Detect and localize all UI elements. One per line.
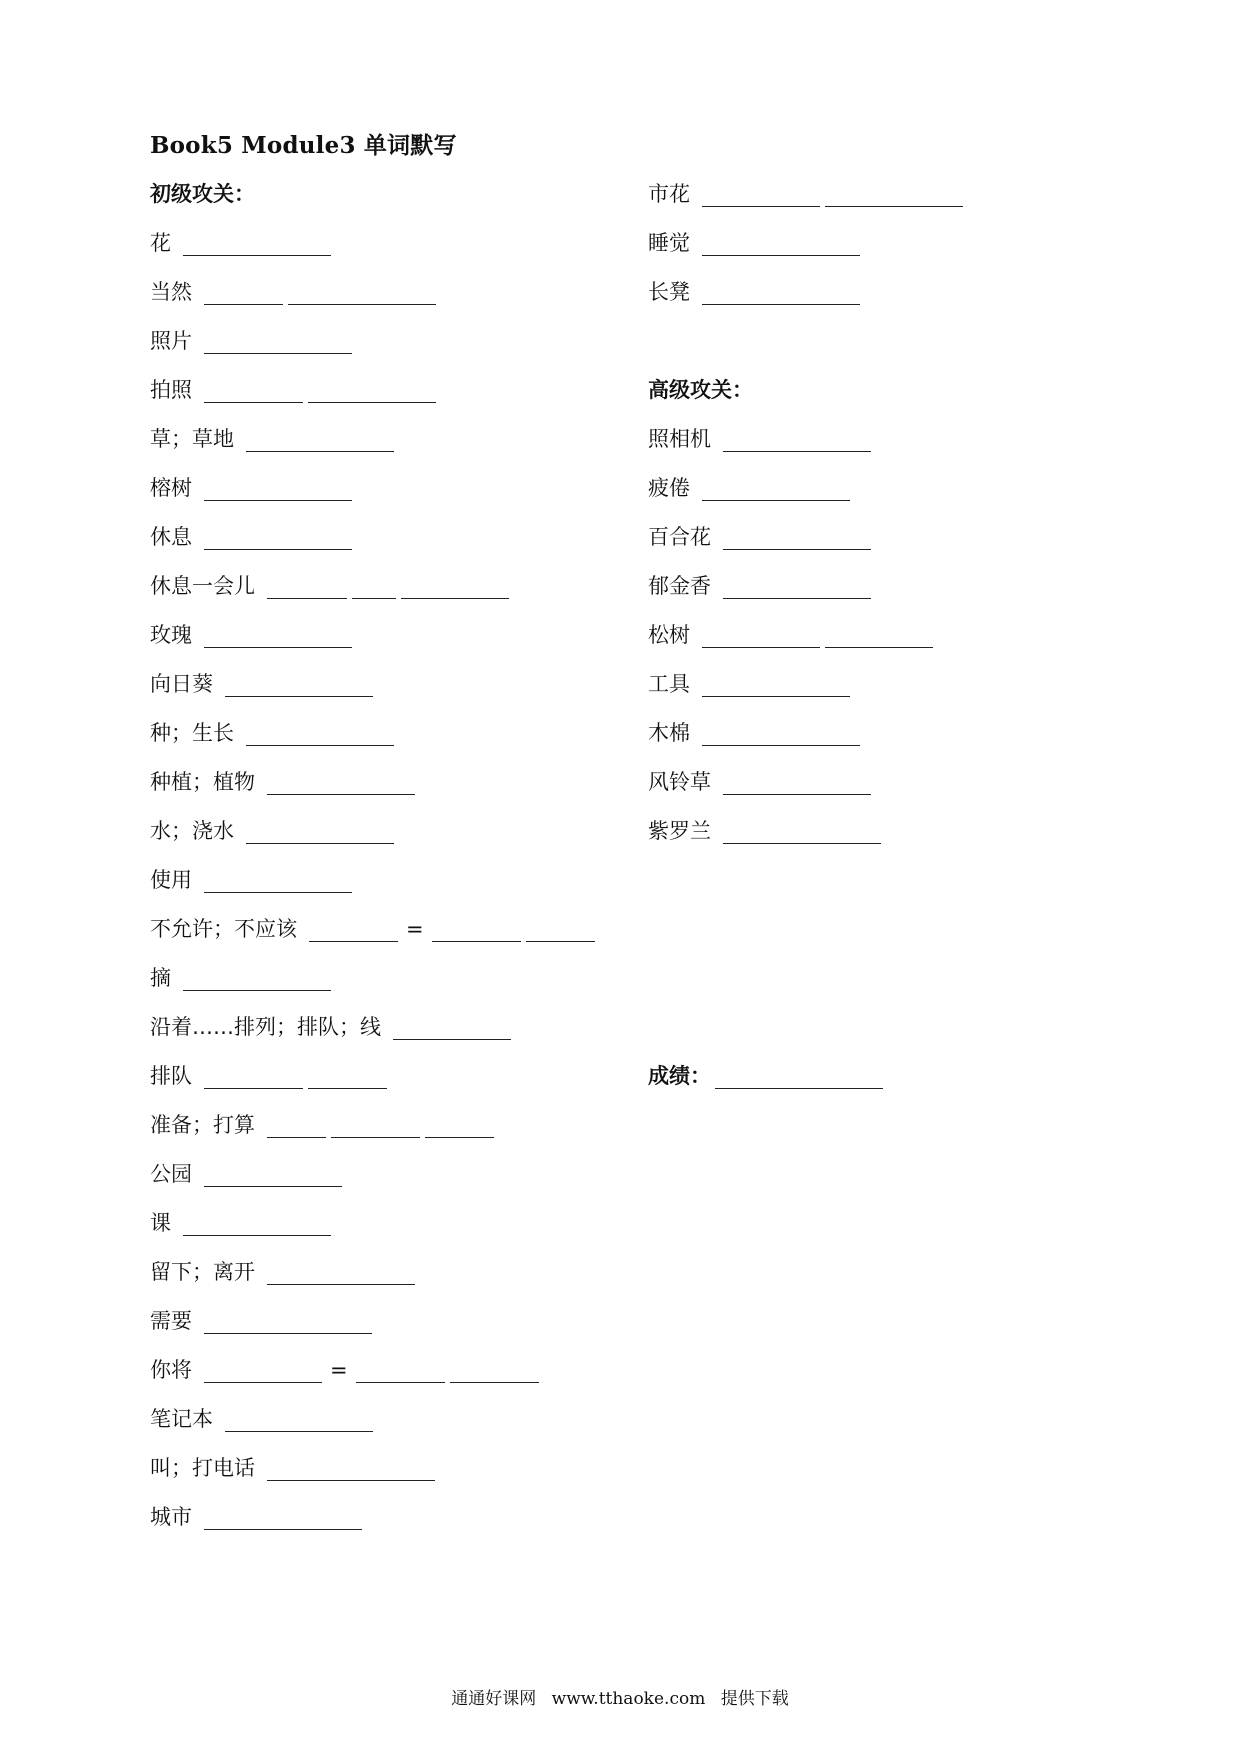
vocab-row [150,1455,435,1483]
vocab-row [648,818,881,846]
answer-blank[interactable] [308,382,436,403]
vocab-row [150,426,394,454]
basic-section-heading: 初级攻关： [150,182,255,206]
vocab-label: 课 [150,1211,171,1235]
vocab-row [648,230,860,258]
answer-blank[interactable] [288,284,436,305]
answer-blank[interactable] [225,676,373,697]
answer-blank[interactable] [309,921,398,942]
answer-blank[interactable] [246,823,394,844]
vocab-row [150,1063,387,1091]
vocab-label: 木棉 [648,721,690,745]
vocab-label: 需要 [150,1309,192,1333]
answer-blank[interactable] [183,970,331,991]
vocab-row [648,426,871,454]
answer-blank[interactable] [204,1509,362,1530]
answer-blank[interactable] [450,1362,539,1383]
footer-url[interactable]: www.tthaoke.com [551,1689,706,1709]
vocab-label: 松树 [648,623,690,647]
vocab-row [150,230,331,258]
vocab-row [150,524,352,552]
answer-blank[interactable] [825,186,963,207]
vocab-label: 城市 [150,1505,192,1529]
answer-blank[interactable] [723,431,871,452]
answer-blank[interactable] [308,1068,387,1089]
vocab-row [150,475,352,503]
vocab-label: 休息 [150,525,192,549]
vocab-row [150,377,436,405]
answer-blank[interactable] [352,578,396,599]
vocab-row [150,916,595,944]
score-blank[interactable] [715,1068,883,1089]
answer-blank[interactable] [702,725,860,746]
answer-blank[interactable] [702,284,860,305]
answer-blank[interactable] [204,1362,322,1383]
vocab-label: 水；浇水 [150,819,234,843]
score-row [648,1063,883,1091]
answer-blank[interactable] [204,1068,303,1089]
vocab-label: 花 [150,231,171,255]
vocab-row [150,1161,342,1189]
vocab-label: 笔记本 [150,1407,213,1431]
vocab-row [648,181,963,209]
vocab-label: 种植；植物 [150,770,255,794]
answer-blank[interactable] [356,1362,445,1383]
vocab-row [150,867,352,895]
vocab-label: 玫瑰 [150,623,192,647]
vocab-label: 不允许；不应该 [150,917,297,941]
vocab-row [150,622,352,650]
answer-blank[interactable] [267,1264,415,1285]
answer-blank[interactable] [723,774,871,795]
answer-blank[interactable] [267,578,347,599]
answer-blank[interactable] [702,676,850,697]
vocab-row [648,622,933,650]
answer-blank[interactable] [183,235,331,256]
answer-blank[interactable] [204,872,352,893]
answer-blank[interactable] [526,921,595,942]
answer-blank[interactable] [204,529,352,550]
answer-blank[interactable] [204,1166,342,1187]
answer-blank[interactable] [825,627,933,648]
answer-blank[interactable] [183,1215,331,1236]
vocab-row [150,671,373,699]
answer-blank[interactable] [246,725,394,746]
vocab-row [150,1406,373,1434]
footer-suffix: 提供下载 [720,1689,789,1709]
vocab-label: 排队 [150,1064,192,1088]
score-label: 成绩： [648,1064,711,1088]
vocab-label: 向日葵 [150,672,213,696]
answer-blank[interactable] [204,1313,372,1334]
vocab-row [648,573,871,601]
vocab-row [648,524,871,552]
answer-blank[interactable] [723,578,871,599]
answer-blank[interactable] [401,578,509,599]
vocab-label: 草；草地 [150,427,234,451]
answer-blank[interactable] [204,382,303,403]
vocab-label: 照片 [150,329,192,353]
advanced-section-heading: 高级攻关： [648,378,753,402]
vocab-row [150,573,509,601]
vocab-row [150,1259,415,1287]
vocab-label: 留下；离开 [150,1260,255,1284]
vocab-label: 拍照 [150,378,192,402]
vocab-row [150,328,352,356]
answer-blank[interactable] [702,627,820,648]
vocab-label: 榕树 [150,476,192,500]
answer-blank[interactable] [204,333,352,354]
vocab-row [648,769,871,797]
vocab-label: 叫；打电话 [150,1456,255,1480]
vocab-row [150,1112,494,1140]
vocab-label: 市花 [648,182,690,206]
vocab-label: 当然 [150,280,192,304]
answer-blank[interactable] [204,480,352,501]
page-title: Book5 Module3 单词默写 [150,132,457,159]
vocab-row [150,1357,539,1385]
answer-blank[interactable] [331,1117,420,1138]
vocab-label: 种；生长 [150,721,234,745]
vocab-row [648,475,850,503]
vocab-row [150,1014,511,1042]
answer-blank[interactable] [702,186,820,207]
answer-blank[interactable] [204,627,352,648]
vocab-row [150,769,415,797]
vocab-label: 公园 [150,1162,192,1186]
vocab-label: 紫罗兰 [648,819,711,843]
answer-blank[interactable] [204,284,283,305]
vocab-label: 郁金香 [648,574,711,598]
vocab-label: 照相机 [648,427,711,451]
footer-site-name: 通通好课网 [451,1689,537,1709]
answer-blank[interactable] [393,1019,511,1040]
page-footer [0,1684,1240,1709]
answer-blank[interactable] [723,529,871,550]
vocab-row [150,965,331,993]
vocab-row [150,1308,372,1336]
vocab-label: 睡觉 [648,231,690,255]
vocab-label: 摘 [150,966,171,990]
vocab-row [648,279,860,307]
vocab-label: 准备；打算 [150,1113,255,1137]
vocab-row [150,720,394,748]
vocab-row [648,720,860,748]
vocab-row [150,1210,331,1238]
answer-blank[interactable] [723,823,881,844]
vocab-label: 使用 [150,868,192,892]
equals-sign: = [330,1358,348,1382]
vocab-row [150,279,436,307]
vocab-label: 休息一会儿 [150,574,255,598]
answer-blank[interactable] [432,921,521,942]
answer-blank[interactable] [246,431,394,452]
vocab-label: 你将 [150,1358,192,1382]
answer-blank[interactable] [267,1460,435,1481]
equals-sign: = [406,917,424,941]
answer-blank[interactable] [267,774,415,795]
vocab-label: 风铃草 [648,770,711,794]
answer-blank[interactable] [225,1411,373,1432]
vocab-label: 长凳 [648,280,690,304]
vocab-row [648,671,850,699]
answer-blank[interactable] [267,1117,326,1138]
vocab-label: 疲倦 [648,476,690,500]
vocab-label: 工具 [648,672,690,696]
vocab-row [150,1504,362,1532]
answer-blank[interactable] [702,235,860,256]
vocab-row [150,818,394,846]
answer-blank[interactable] [702,480,850,501]
vocab-label: 沿着……排列；排队；线 [150,1015,381,1039]
answer-blank[interactable] [425,1117,494,1138]
vocab-label: 百合花 [648,525,711,549]
